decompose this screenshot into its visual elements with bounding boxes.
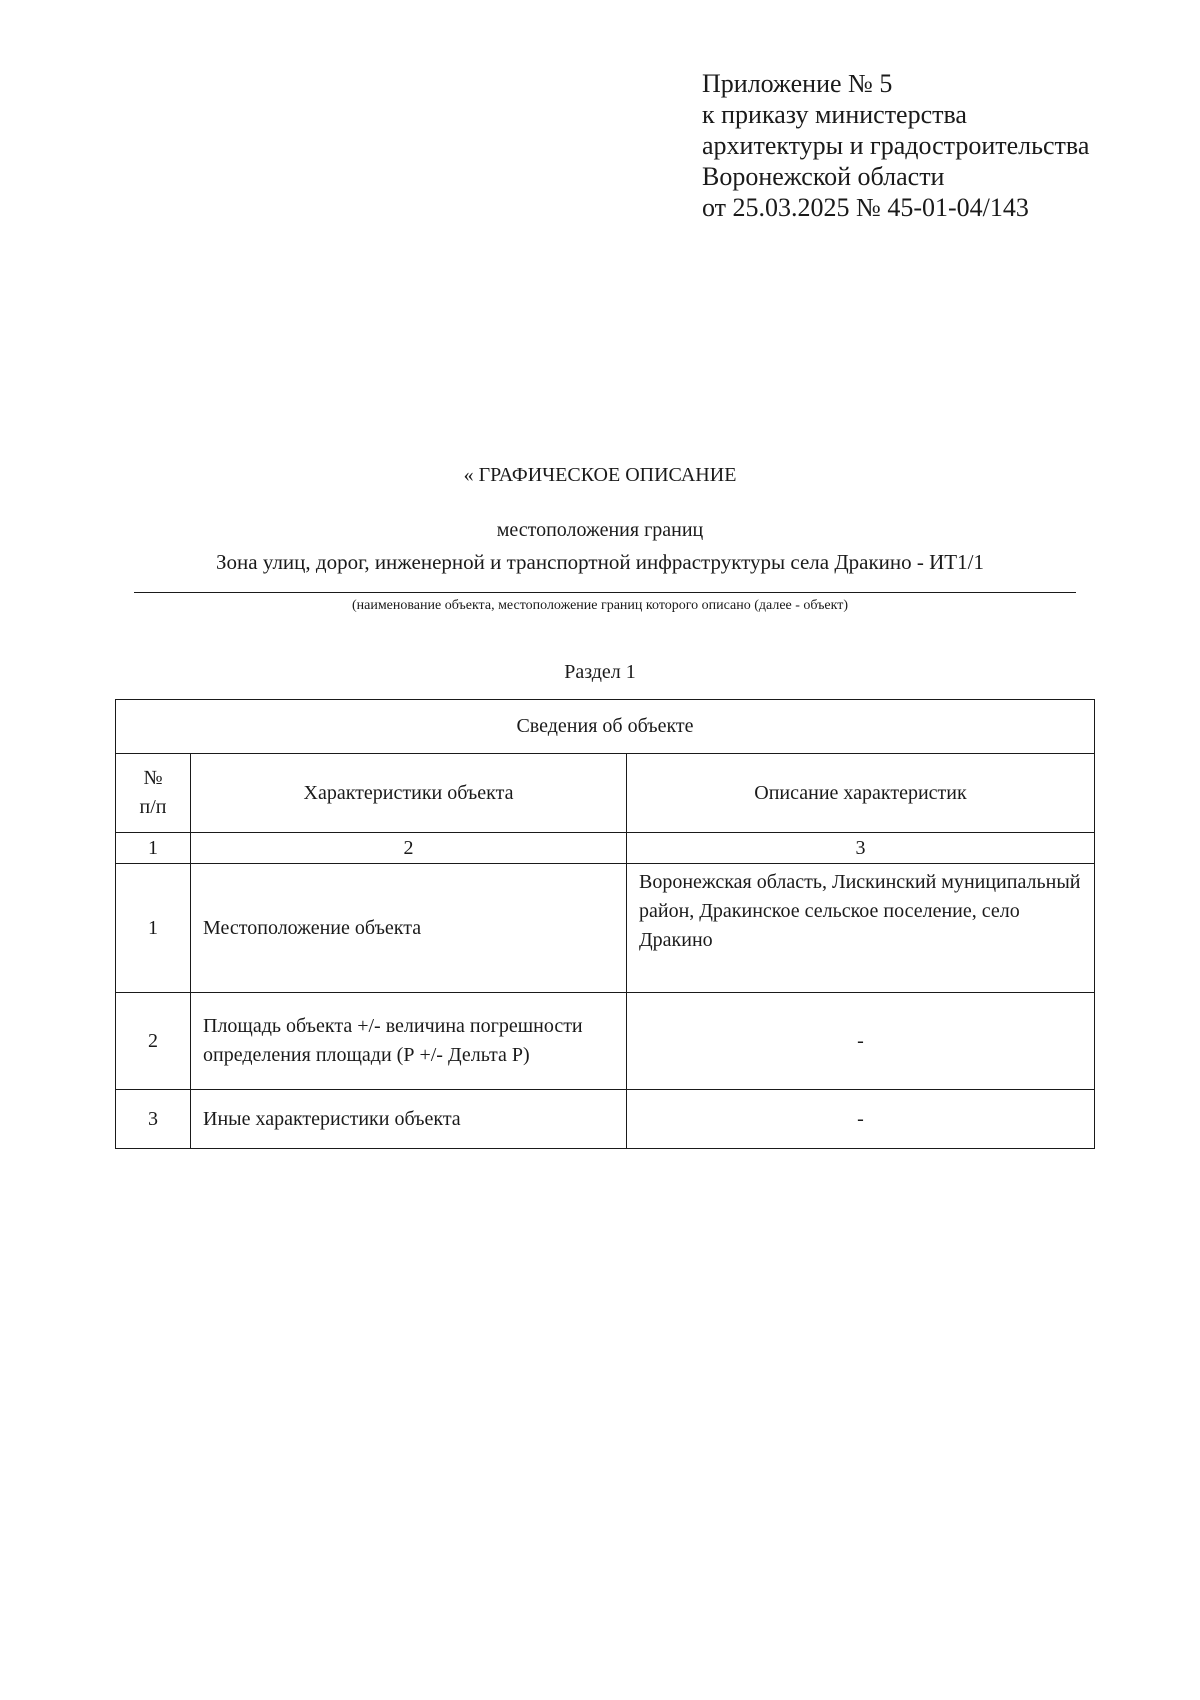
appendix-line: Приложение № 5 bbox=[702, 69, 893, 98]
object-name-underline bbox=[134, 592, 1076, 593]
row-description: - bbox=[627, 1090, 1095, 1149]
object-name: Зона улиц, дорог, инженерной и транспортной инфраструктуры села Дракино - ИТ1/1 bbox=[216, 550, 984, 574]
column-numbers-row bbox=[116, 833, 1095, 864]
column-number: 3 bbox=[627, 833, 1095, 864]
table-header-row bbox=[116, 754, 1095, 833]
table-row bbox=[116, 993, 1095, 1090]
table-row bbox=[116, 1090, 1095, 1149]
row-characteristic: Местоположение объекта bbox=[191, 864, 627, 993]
row-number: 1 bbox=[116, 864, 191, 993]
appendix-line: от 25.03.2025 № 45-01-04/143 bbox=[702, 193, 1029, 222]
column-number: 1 bbox=[116, 833, 191, 864]
object-info-table bbox=[115, 699, 1095, 1149]
row-number: 3 bbox=[116, 1090, 191, 1149]
column-header-description: Описание характеристик bbox=[627, 754, 1095, 833]
document-subtitle: местоположения границ bbox=[496, 519, 704, 541]
row-characteristic: Площадь объекта +/- величина погрешности определения площади (Р +/- Дельта Р) bbox=[191, 993, 627, 1090]
table-title-row bbox=[116, 700, 1095, 754]
appendix-line: к приказу министерства bbox=[702, 100, 967, 129]
table-title: Сведения об объекте bbox=[116, 700, 1095, 754]
row-description: - bbox=[627, 993, 1095, 1090]
column-header-number: № п/п bbox=[116, 754, 191, 833]
column-header-characteristic: Характеристики объекта bbox=[191, 754, 627, 833]
appendix-line: Воронежской области bbox=[702, 162, 945, 191]
appendix-block bbox=[702, 68, 1089, 223]
table-row bbox=[116, 864, 1095, 993]
object-name-caption: (наименование объекта, местоположение границ которого описано (далее - объект) bbox=[351, 598, 849, 613]
row-characteristic: Иные характеристики объекта bbox=[191, 1090, 627, 1149]
section-label: Раздел 1 bbox=[564, 661, 636, 683]
document-title: « ГРАФИЧЕСКОЕ ОПИСАНИЕ bbox=[463, 464, 737, 486]
column-number: 2 bbox=[191, 833, 627, 864]
row-description: Воронежская область, Лискинский муниципальный район, Дракинское сельское поселение, село Дракино bbox=[627, 864, 1095, 993]
row-number: 2 bbox=[116, 993, 191, 1090]
appendix-line: архитектуры и градостроительства bbox=[702, 131, 1090, 160]
